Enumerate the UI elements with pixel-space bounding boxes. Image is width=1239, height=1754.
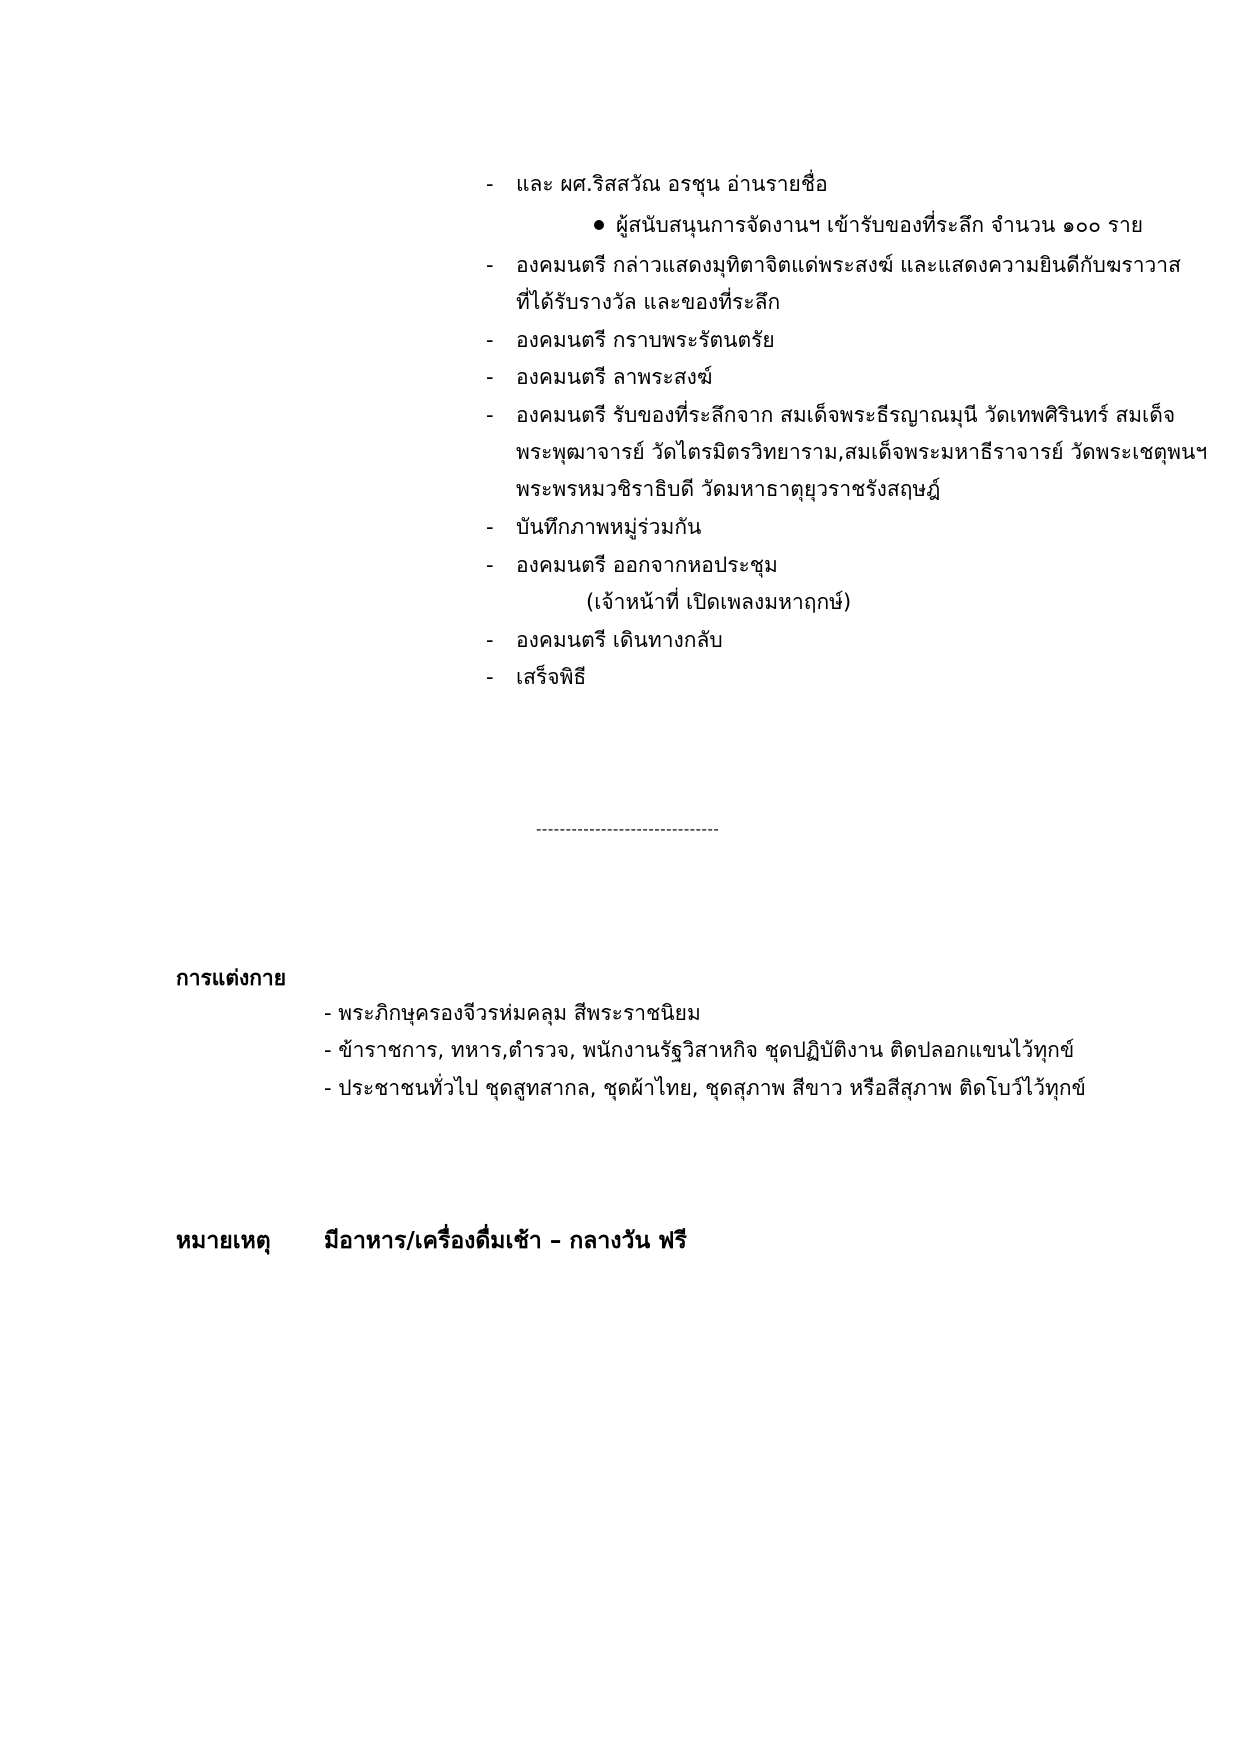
agenda-item-5-cont: พระพุฒาจารย์ วัดไตรมิตรวิทยาราม,สมเด็จพระมหาธีราจารย์ วัดพระเชตุพนฯ xyxy=(516,440,1208,464)
list-dash: - xyxy=(486,172,494,196)
agenda-item-8: องคมนตรี เดินทางกลับ xyxy=(516,628,723,652)
agenda-subitem: ผู้สนับสนุนการจัดงานฯ เข้ารับของที่ระลึก จำนวน ๑๐๐ ราย xyxy=(616,213,1144,237)
dress-heading: การแต่งกาย xyxy=(176,966,287,990)
list-dash: - xyxy=(486,665,494,689)
dress-line-1: - พระภิกษุครองจีวรห่มคลุม สีพระราชนิยม xyxy=(324,1001,701,1025)
dress-line-3: - ประชาชนทั่วไป ชุดสูทสากล, ชุดผ้าไทย, ชุดสุภาพ สีขาว หรือสีสุภาพ ติดโบว์ไว้ทุกข์ xyxy=(324,1076,1086,1100)
agenda-item-1: และ ผศ.ริสสวัณ อรชุน อ่านรายชื่อ xyxy=(516,172,828,196)
agenda-item-2: องคมนตรี กล่าวแสดงมุทิตาจิตแด่พระสงฆ์ และแสดงความยินดีกับฆราวาส xyxy=(516,253,1181,277)
agenda-item-6: บันทึกภาพหมู่ร่วมกัน xyxy=(516,515,702,539)
note-label: หมายเหตุ xyxy=(176,1228,271,1254)
list-dash: - xyxy=(486,328,494,352)
note-text: มีอาหาร/เครื่องดื่มเช้า – กลางวัน ฟรี xyxy=(324,1228,687,1254)
list-dash: - xyxy=(486,365,494,389)
list-dash: - xyxy=(486,553,494,577)
list-dash: - xyxy=(486,628,494,652)
agenda-item-5: องคมนตรี รับของที่ระลึกจาก สมเด็จพระธีรญาณมุนี วัดเทพศิรินทร์ สมเด็จ xyxy=(516,403,1176,427)
list-dash: - xyxy=(486,515,494,539)
section-separator: ------------------------------- xyxy=(536,820,720,838)
bullet-icon xyxy=(594,220,604,230)
dress-line-2: - ข้าราชการ, ทหาร,ตำรวจ, พนักงานรัฐวิสาหกิจ ชุดปฏิบัติงาน ติดปลอกแขนไว้ทุกข์ xyxy=(324,1038,1075,1062)
agenda-item-7: องคมนตรี ออกจากหอประชุม xyxy=(516,553,778,577)
agenda-item-5-cont: พระพรหมวชิราธิบดี วัดมหาธาตุยุวราชรังสฤษฎ์ xyxy=(516,477,941,501)
agenda-item-2-cont: ที่ได้รับรางวัล และของที่ระลึก xyxy=(516,290,781,314)
agenda-item-4: องคมนตรี ลาพระสงฆ์ xyxy=(516,365,713,389)
agenda-item-9: เสร็จพิธี xyxy=(516,665,587,689)
agenda-item-3: องคมนตรี กราบพระรัตนตรัย xyxy=(516,328,775,352)
list-dash: - xyxy=(486,253,494,277)
list-dash: - xyxy=(486,403,494,427)
agenda-item-7-note: (เจ้าหน้าที่ เปิดเพลงมหาฤกษ์) xyxy=(586,590,852,614)
